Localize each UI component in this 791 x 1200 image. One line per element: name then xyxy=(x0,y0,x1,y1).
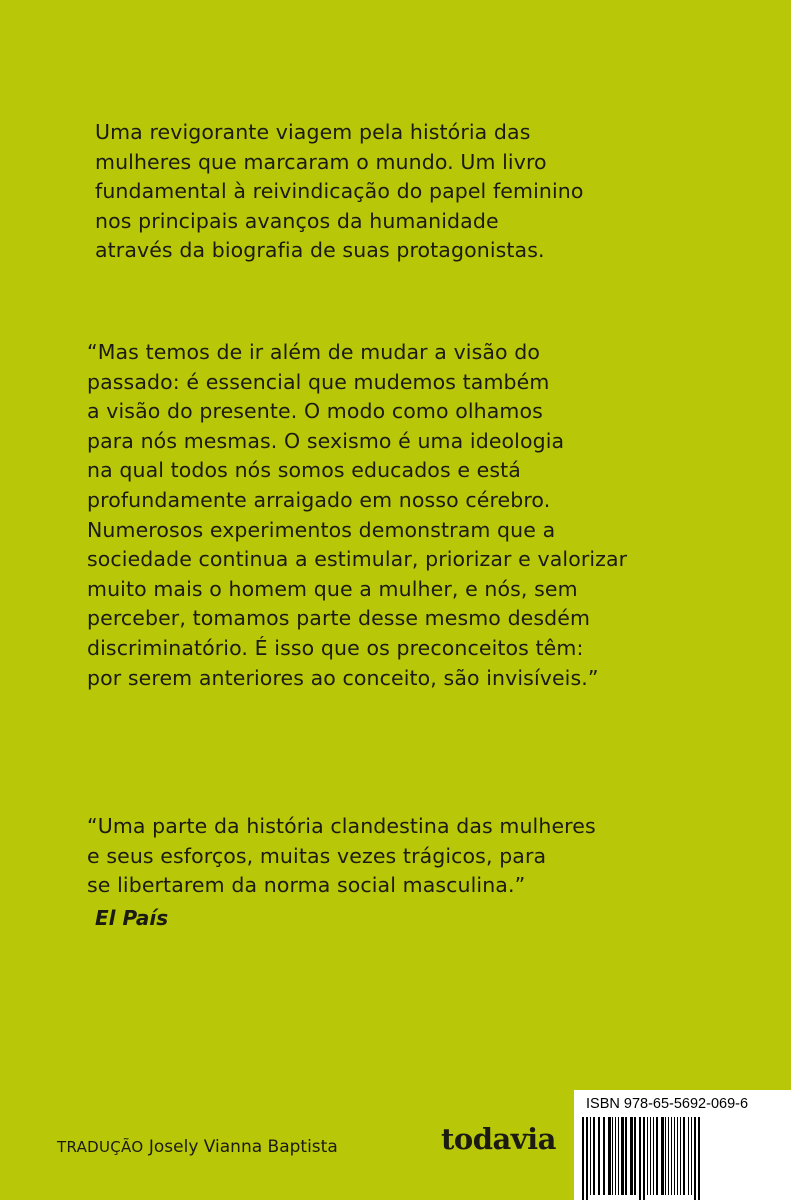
isbn-barcode-panel xyxy=(574,1090,791,1200)
barcode-bar xyxy=(639,1117,641,1200)
barcode-bar xyxy=(608,1117,611,1195)
quote-line: Numerosos experimentos demonstram que a xyxy=(87,517,556,542)
barcode-bar xyxy=(630,1117,633,1195)
intro-line: Uma revigorante viagem pela história das xyxy=(95,120,531,144)
quote-line: “Mas temos de ir além de mudar a visão do xyxy=(87,340,541,364)
barcode-bar xyxy=(656,1117,658,1195)
press-quote-source: El País xyxy=(95,906,169,930)
publisher-logo: todavia xyxy=(441,1122,556,1156)
barcode-bar xyxy=(665,1117,666,1195)
isbn-label: ISBN xyxy=(586,1096,620,1112)
quote-line: na qual todos nós somos educados e está xyxy=(87,458,521,483)
barcode-bar xyxy=(618,1117,619,1195)
press-quote xyxy=(87,812,596,901)
barcode-bar xyxy=(650,1117,651,1195)
barcode-bar xyxy=(661,1117,664,1195)
barcode-bar xyxy=(680,1117,681,1195)
translator-name: Josely Vianna Baptista xyxy=(148,1137,338,1157)
translator-credit xyxy=(57,1136,338,1158)
barcode-graphic xyxy=(580,1117,785,1200)
barcode-bar xyxy=(593,1117,595,1195)
barcode-bar xyxy=(625,1117,627,1195)
barcode-bar xyxy=(634,1117,636,1195)
barcode-bar xyxy=(643,1117,645,1200)
barcode-bar xyxy=(621,1117,624,1195)
author-quote xyxy=(87,338,627,693)
press-quote-line: “Uma parte da história clandestina das mulheres xyxy=(87,814,596,838)
quote-line: a visão do presente. O modo como olhamos xyxy=(87,399,543,424)
barcode-bar xyxy=(694,1117,696,1200)
barcode-bar xyxy=(647,1117,648,1195)
barcode-bar xyxy=(603,1117,605,1195)
barcode-bar xyxy=(590,1117,591,1195)
isbn-text xyxy=(586,1095,748,1113)
barcode-bar xyxy=(677,1117,678,1195)
barcode-bar xyxy=(691,1117,692,1195)
isbn-number: 978-65-5692-069-6 xyxy=(623,1096,749,1112)
quote-line: por serem anteriores ao conceito, são invisíveis.” xyxy=(87,665,599,690)
translator-role: TRADUÇÃO xyxy=(57,1138,144,1156)
intro-line: fundamental à reivindicação do papel feminino xyxy=(95,179,584,204)
intro-blurb xyxy=(95,118,583,266)
barcode-bar xyxy=(674,1117,675,1195)
intro-line: mulheres que marcaram o mundo. Um livro xyxy=(95,149,547,174)
quote-line: passado: é essencial que mudemos também xyxy=(87,369,550,394)
barcode-bar xyxy=(612,1117,613,1195)
quote-line: perceber, tomamos parte desse mesmo desdém xyxy=(87,606,591,631)
quote-line: profundamente arraigado em nosso cérebro. xyxy=(87,487,551,512)
barcode-bar xyxy=(615,1117,616,1195)
quote-line: para nós mesmas. O sexismo é uma ideologia xyxy=(87,428,565,453)
barcode-bar xyxy=(598,1117,600,1195)
barcode-bar xyxy=(688,1117,689,1195)
barcode-bar xyxy=(586,1117,588,1200)
barcode-bar xyxy=(653,1117,654,1195)
barcode-bar xyxy=(671,1117,672,1195)
intro-line: nos principais avanços da humanidade xyxy=(95,208,499,233)
intro-line: através da biografia de suas protagonistas. xyxy=(95,238,545,263)
quote-line: discriminatório. É isso que os preconceitos têm: xyxy=(87,635,584,660)
barcode-bar xyxy=(582,1117,584,1200)
quote-line: sociedade continua a estimular, priorizar e valorizar xyxy=(87,547,628,572)
barcode-bar xyxy=(683,1117,685,1195)
barcode-bar xyxy=(698,1117,700,1200)
barcode-bar xyxy=(668,1117,669,1195)
press-quote-line: e seus esforços, muitas vezes trágicos, para xyxy=(87,843,547,868)
press-quote-line: se libertarem da norma social masculina.” xyxy=(87,873,526,898)
quote-line: muito mais o homem que a mulher, e nós, sem xyxy=(87,576,578,601)
